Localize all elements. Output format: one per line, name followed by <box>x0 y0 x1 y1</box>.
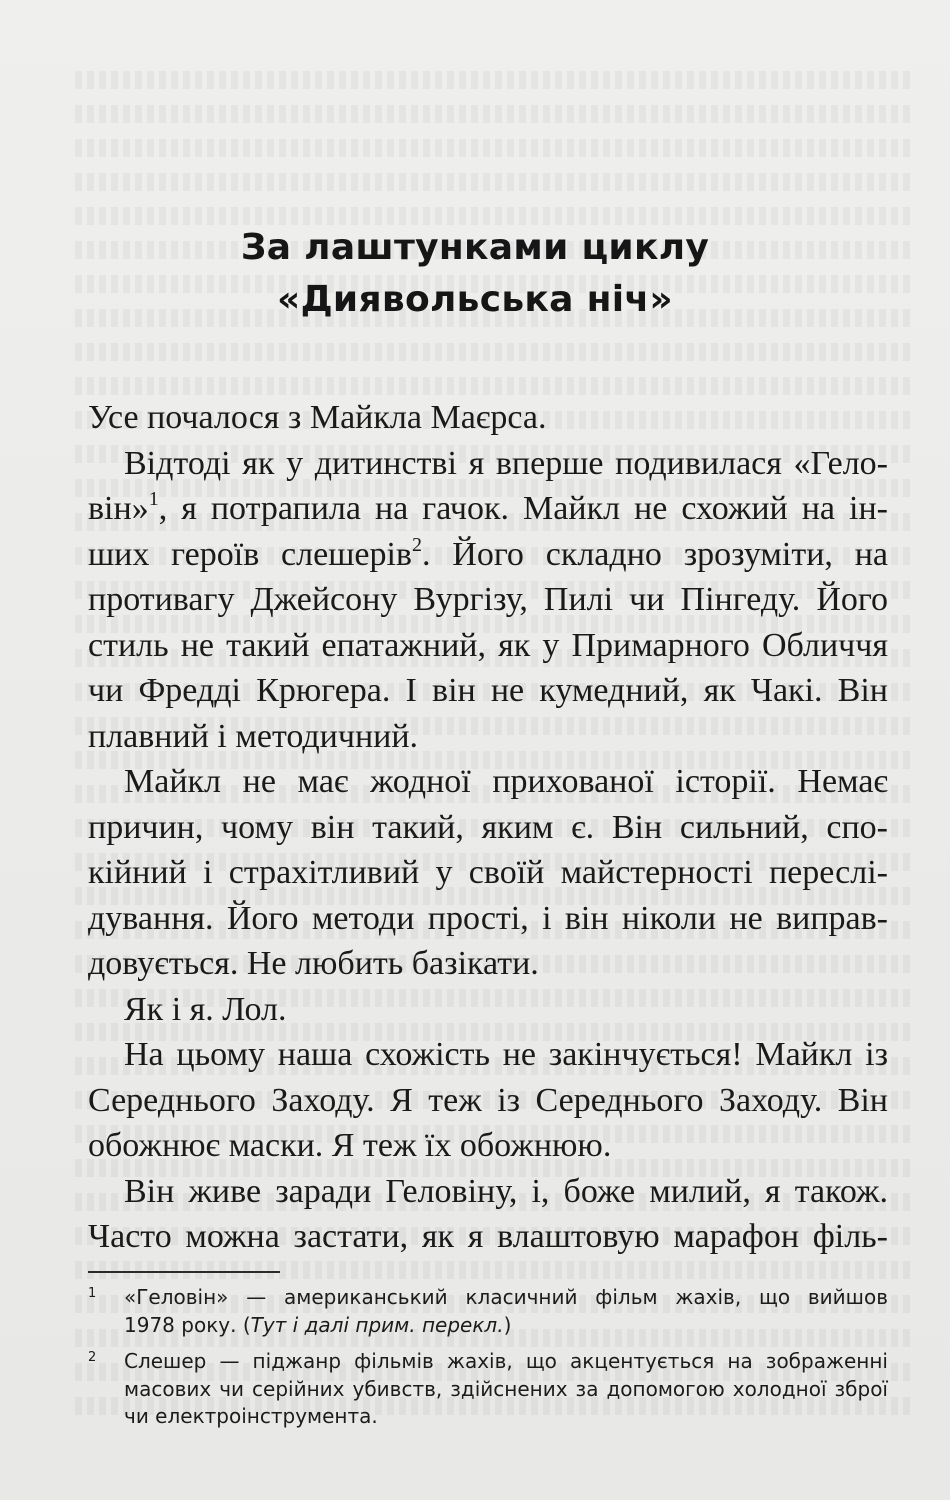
text-line: стиль не такий епатажний, як у Примарного Обличчя <box>88 626 888 664</box>
footnote-number: 1 <box>88 1286 97 1301</box>
text-line <box>88 486 888 532</box>
text-span: 1978 року. ( <box>124 1312 251 1337</box>
text-line: обожнює маски. Я теж їх обожнюю. <box>88 1127 612 1164</box>
text-line: плавний і методичний. <box>88 717 419 755</box>
text-line: Усе почалося з Майкла Маєрса. <box>88 399 547 436</box>
footnote-line: чи електроінструмента. <box>124 1404 378 1428</box>
paragraph-3 <box>88 759 888 987</box>
footnote-number: 2 <box>88 1350 97 1365</box>
text-span: ших героїв слешерів <box>88 535 412 573</box>
text-line: Як і я. Лол. <box>124 990 287 1028</box>
footnote-line: «Геловін» — американський класичний фільм жахів, що вийшов <box>124 1285 888 1309</box>
paragraph-4 <box>88 987 888 1033</box>
paragraph-6 <box>88 1169 888 1260</box>
text-line: Середнього Заходу. Я теж із Середнього Заходу. Він <box>88 1081 888 1119</box>
text-line: дування. Його методи прості, і він ніколи не виправ- <box>88 899 888 937</box>
footnote-line <box>124 1312 888 1340</box>
footnotes <box>88 1284 888 1431</box>
footnote-ref-2[interactable]: 2 <box>411 533 422 556</box>
text-span: він» <box>88 490 149 527</box>
footnote-line: масових чи серійних убивств, здійснених за допомогою холодної зброї <box>124 1376 888 1401</box>
text-line: Майкл не має жодної прихованої історії. Немає <box>124 763 888 800</box>
text-line: Відтоді як у дитинстві я вперше подивилася «Гело- <box>124 444 888 482</box>
footnote-2 <box>88 1348 888 1431</box>
chapter-title-line-2: «Диявольська ніч» <box>277 279 673 320</box>
text-line: кійний і страхітливий у своїй майстерності переслі- <box>88 854 888 891</box>
text-line: довується. Не любить базікати. <box>88 945 539 982</box>
text-span: . Його складно зрозуміти, на <box>421 535 888 573</box>
footnote-line: Слешер — піджанр фільмів жахів, що акцентується на зображенні <box>124 1349 888 1373</box>
footnote-1 <box>88 1284 888 1339</box>
paragraph-2 <box>88 441 888 760</box>
text-line: Часто можна застати, як я влаштовую марафон філь- <box>88 1218 888 1255</box>
paragraph-1 <box>88 395 888 441</box>
text-line: чи Фредді Крюгера. І він не кумедний, як Чакі. Він <box>88 672 888 709</box>
text-span: ) <box>503 1312 512 1337</box>
chapter-title <box>80 222 870 326</box>
chapter-title-line-1: За лаштунками циклу <box>240 227 710 268</box>
text-line: Він живе заради Геловіну, і, боже милий, я також. <box>124 1172 888 1210</box>
paragraph-5 <box>88 1032 888 1169</box>
translator-note: Тут і далі прим. перекл. <box>250 1312 504 1337</box>
text-line: На цьому наша схожість не закінчується! Майкл із <box>124 1036 888 1073</box>
footnote-separator <box>88 1271 280 1273</box>
chapter-body <box>88 395 888 1260</box>
text-line <box>88 532 888 578</box>
text-line: противагу Джейсону Вургізу, Пилі чи Пінгеду. Його <box>88 581 888 618</box>
footnote-ref-1[interactable]: 1 <box>148 488 159 510</box>
text-line: причин, чому він такий, яким є. Він сильний, спо- <box>88 808 888 846</box>
text-span: , я потрапила на гачок. Майкл не схожий на ін- <box>158 490 888 527</box>
